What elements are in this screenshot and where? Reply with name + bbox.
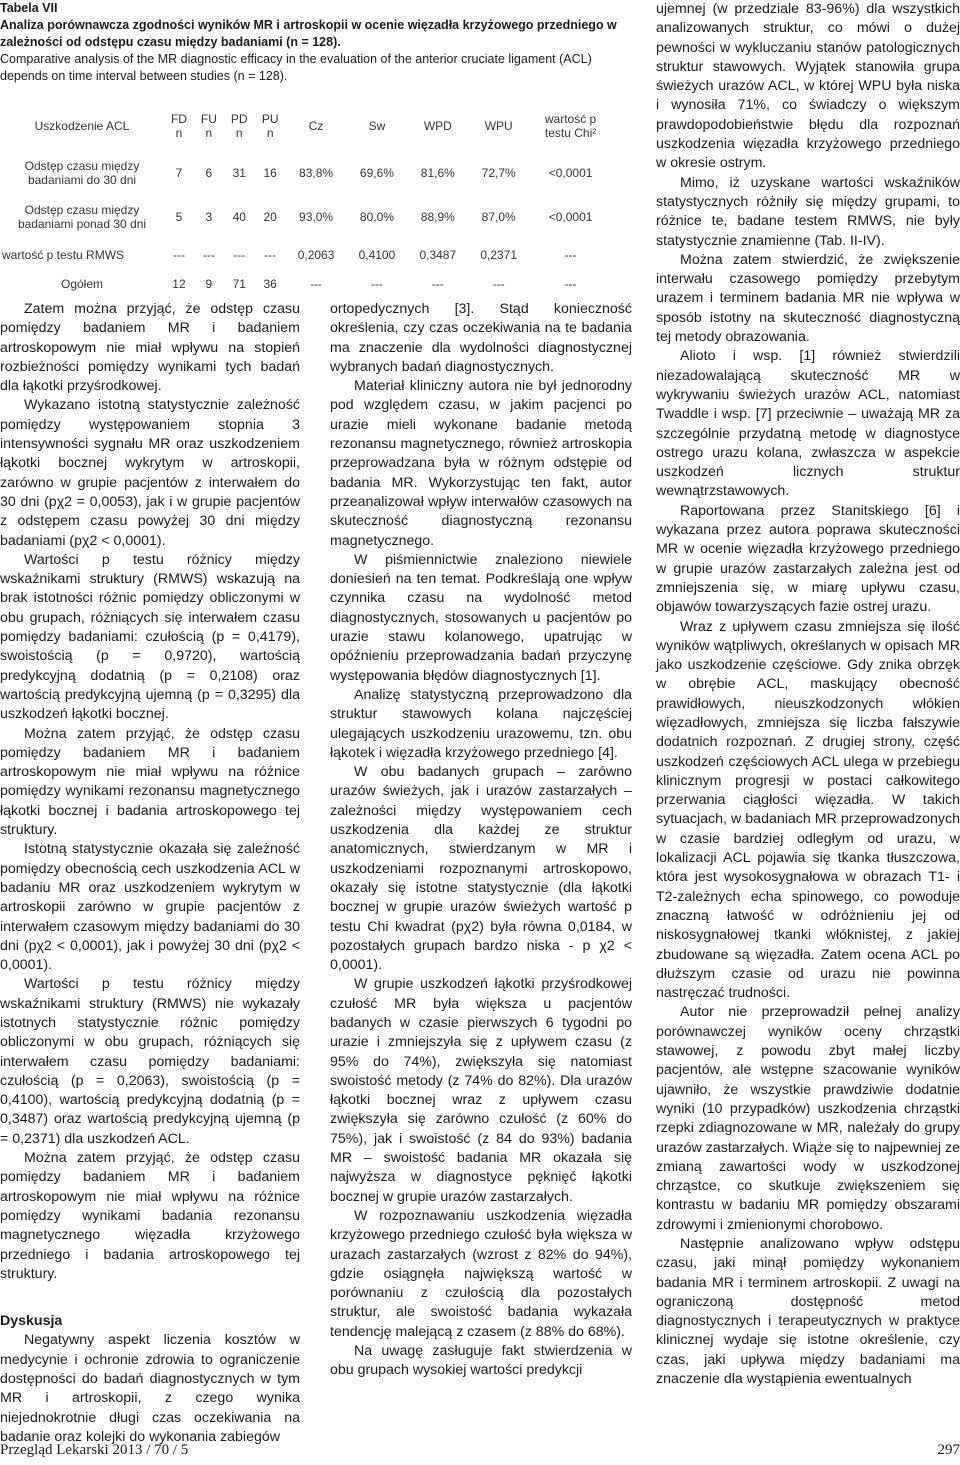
table-header-cell: FU n xyxy=(200,111,217,140)
table-cell: 5 xyxy=(175,210,183,224)
table-header-row xyxy=(0,98,612,153)
table-cell: 71 xyxy=(232,277,246,291)
table-cell: 7 xyxy=(175,166,183,180)
paragraph: Można zatem przyjąć, że odstęp czasu pomiędzy badaniem MR i badaniem artroskopowym nie miał wpływu na różnice pomiędzy wynikami badania rezonansu magnetycznego więzadła krzyżowego przedniego i badania artroskopowego tej struktury. xyxy=(0,1150,300,1282)
table-cell: <0,0001 xyxy=(548,210,593,224)
table-cell: 93,0% xyxy=(299,210,334,224)
table-cell: 16 xyxy=(263,166,277,180)
table-cell: 3 xyxy=(205,210,213,224)
table-cell: --- xyxy=(233,248,246,262)
column-right xyxy=(656,0,960,1389)
paragraph: Raportowana przez Stanitskiego [6] i wykazana przez autora poprawa skuteczności MR w ocenie więzadła krzyżowego przedniego w grupie urazów zastarzałych zależna jest od zmniejszenia się, w miarę upływu czasu, objawów towarzyszących fazie ostrej urazu. xyxy=(656,502,960,616)
paragraph: W obu badanych grupach – zarówno urazów świeżych, jak i urazów zastarzałych – zależności między występowaniem cech uszkodzenia dla każdej ze struktur anatomicznych, stwierdzanym w MR i uszkodzeniami rozpoznanymi artroskopowo, okazały się istotne statystycznie (dla łąkotki bocznej w grupie urazów świeżych wartość p testu Chi kwadrat (pχ2) była równa 0,0184, w pozostałych grupach bardzo niska - p χ2 < 0,0001). xyxy=(330,764,632,974)
table-cell: --- xyxy=(370,277,383,291)
paragraph: Wartości p testu różnicy między wskaźnikami struktury (RMWS) nie wykazały istotnych statystycznie różnic pomiędzy obliczonymi w obu grupach, różniących się interwałem czasu pomiędzy badaniami: czułością (p = 0,2063), swoistością (p = 0,4100), wartością predykcyjną dodatnią (p = 0,3487) oraz wartością predykcyjną ujemną (p = 0,2371) dla uszkodzeń ACL. xyxy=(0,976,300,1147)
paragraph: Wartości p testu różnicy między wskaźnikami struktury (RMWS) wskazują na brak istotności różnic pomiędzy obliczonymi w obu grupach, różniących się interwałem czasu pomiędzy badaniami: czułością (p = 0,4179), swoistością (p = 0,9720), wartością predykcyjną dodatnią (p = 0,2108) oraz wartością predykcyjną ujemną (p = 0,3295) dla uszkodzeń łąkotki bocznej. xyxy=(0,551,300,723)
paragraph: W rozpoznawaniu uszkodzenia więzadła krzyżowego przedniego czułość była większa w urazach zastarzałych (wzrost z 82% do 94%), gdzie osiągnęła największą wartość w porównaniu z czułością dla pozostałych struktur, ale swoistość badania wykazała tendencję malejącą z czasem (z 88% do 68%). xyxy=(330,1207,632,1340)
table-row xyxy=(0,153,612,193)
table-cell: 83,8% xyxy=(299,166,334,180)
table-header-cell: PD n xyxy=(230,111,248,140)
paragraph: Następnie analizowano wpływ odstępu czasu, jaki minął pomiędzy wykonaniem badania MR i terminem artroskopii. Z uwagi na ograniczoną dostępność metod diagnostycznych i terapeutycznych w praktyce klinicznej wydaje się istotne określenie, czy czas, jaki upływa między badaniami ma znaczenie dla wystąpienia ewentualnych xyxy=(656,1236,960,1388)
page-number: 297 xyxy=(937,1442,960,1458)
table-cell: 80,0% xyxy=(359,210,394,224)
table-cell: 40 xyxy=(232,210,246,224)
table-cell: 36 xyxy=(263,277,277,291)
paragraph: Na uwagę zasługuje fakt stwierdzenia w obu grupach wysokiej wartości predykcji xyxy=(330,1343,632,1379)
table-cell: --- xyxy=(172,248,185,262)
paragraph: Zatem można przyjąć, że odstęp czasu pomiędzy badaniem MR i badaniem artroskopowym nie miał wpływu na stopień rozbieżności pomiędzy wynikami tych badań dla łąkotki przyśrodkowej. xyxy=(0,301,300,395)
paragraph: Analizę statystyczną przeprowadzono dla struktur stawowych kolana najczęściej ulegających uszkodzeniu urazowemu, tzn. obu łąkotek i więzadła krzyżowego przedniego [4]. xyxy=(330,686,632,761)
column-middle xyxy=(330,300,632,1381)
table-cell: 0,2063 xyxy=(297,248,335,262)
paragraph: Materiał kliniczny autora nie był jednorodny pod względem czasu, w jakim pacjenci po urazie mieli wykonane badanie metodą rezonansu magnetycznego, również artroskopia przeprowadzana była w różnym odstępie od badania MR. Wykorzystując ten fakt, autor przeanalizował wpływ interwałów czasowych na skuteczność diagnostyczną rezonansu magnetycznego. xyxy=(330,378,632,549)
table-cell: Odstęp czasu między badaniami do 30 dni xyxy=(24,159,140,187)
table-cell: 0,3487 xyxy=(419,248,457,262)
table-header-cell: wartość p testu Chi² xyxy=(544,111,597,140)
table-cell: 12 xyxy=(172,277,186,291)
table-cell: 81,6% xyxy=(420,166,455,180)
table-cell: 20 xyxy=(263,210,277,224)
table-cell: --- xyxy=(431,277,444,291)
table-cell: Ogółem xyxy=(60,277,104,291)
table-header-cell: Cz xyxy=(308,118,324,133)
table-header-cell: Sw xyxy=(368,118,386,133)
table-cell: --- xyxy=(310,277,323,291)
paragraph: Wykazano istotną statystycznie zależność pomiędzy występowaniem stopnia 3 intensywności sygnału MR oraz uszkodzeniem łąkotki bocznej wykrytym w artroskopii, zarówno w grupie pacjentów z interwałem do 30 dni (pχ2 = 0,0053), jak i w grupie pacjentów z odstępem czasu powyżej 30 dni między badaniami (pχ2 < 0,0001). xyxy=(0,397,300,549)
column-left xyxy=(0,300,300,1447)
table-cell: --- xyxy=(492,277,505,291)
table-cell: Odstęp czasu między badaniami ponad 30 dni xyxy=(17,203,147,231)
table-row xyxy=(0,269,612,299)
section-heading: Dyskusja xyxy=(0,1313,63,1330)
table-title-pl: Analiza porównawcza zgodności wyników MR i artroskopii w ocenie więzadła krzyżowego przedniego w zależności od odstępu czasu między badaniami (n = 128). xyxy=(0,18,617,49)
table-cell: wartość p testu RMWS xyxy=(2,248,125,262)
paragraph: Negatywny aspekt liczenia kosztów w medycynie i ochronie zdrowia to ograniczenie dostępności do badań diagnostycznych w tym MR i artroskopii, z czego wynika niejednokrotnie długi czas oczekiwania na badanie oraz kolejki do wykonania zabiegów xyxy=(0,1332,300,1445)
table-cell: 87,0% xyxy=(481,210,516,224)
paragraph: Istotną statystycznie okazała się zależność pomiędzy obecnością cech uszkodzenia ACL w badaniu MR oraz uszkodzeniem wykrytym w artroskopii zarówno w grupie pacjentów z interwałem czasowym między badaniami do 30 dni (pχ2 < 0,0001), jak i powyżej 30 dni (pχ2 < 0,0001). xyxy=(0,841,300,974)
paragraph: W piśmiennictwie znaleziono niewiele doniesień na ten temat. Podkreślają one wpływ czynnika czasu na wydolność metod diagnostycznych, stosowanych u pacjentów po urazie stawu kolanowego, upatrując w opóźnieniu przeprowadzania badań przyczynę występowania błędów diagnostycznych [1]. xyxy=(330,551,632,684)
table-caption xyxy=(0,0,640,85)
paragraph: ortopedycznych [3]. Stąd konieczność określenia, czy czas oczekiwania na te badania ma znaczenie dla wydolności diagnostycznej wybranych badań diagnostycznych. xyxy=(330,301,632,375)
table-cell: 9 xyxy=(205,277,213,291)
table-cell: <0,0001 xyxy=(548,166,593,180)
table-cell: 88,9% xyxy=(420,210,455,224)
table-cell: --- xyxy=(564,277,577,291)
table-header-cell: WPD xyxy=(423,118,452,133)
table-cell: --- xyxy=(202,248,215,262)
table-row xyxy=(0,241,612,269)
table-header-cell: FD n xyxy=(170,111,187,140)
table-cell: 69,6% xyxy=(359,166,394,180)
table-cell: 0,2371 xyxy=(480,248,518,262)
paragraph: Mimo, iż uzyskane wartości wskaźników statystycznych różniły się między grupami, to różnice te, badane testem RMWS, nie były statystycznie znamienne (Tab. II-IV). xyxy=(656,174,960,249)
table-cell: 72,7% xyxy=(481,166,516,180)
paragraph: Można zatem stwierdzić, że zwiększenie interwału czasowego pomiędzy przebytym urazem i terminem badania MR nie wpływa w sposób istotny na skuteczność diagnostyczną tej metody obrazowania. xyxy=(656,251,960,346)
table-header-cell: WPU xyxy=(484,118,513,133)
table-cell: 0,4100 xyxy=(358,248,396,262)
paragraph: ujemnej (w przedziale 83-96%) dla wszystkich analizowanych struktur, co mówi o dużej pewności w wykluczaniu stanów patologicznych struktur stawowych. Wyjątek stanowiła grupa świeżych urazów ACL, w której WPU była niska i wynosiła 71%, co świadczy o większym prawdopodobieństwie błędu dla rozpoznań uszkodzenia więzadła krzyżowego przedniego w okresie ostrym. xyxy=(656,1,960,172)
table-cell: 31 xyxy=(232,166,246,180)
table-cell: 6 xyxy=(205,166,213,180)
table-row xyxy=(0,193,612,241)
table-title-en: Comparative analysis of the MR diagnostic efficacy in the evaluation of the anterior cruciate ligament (ACL) depends on time interval between studies (n = 128). xyxy=(0,52,592,83)
table-vii xyxy=(0,98,612,299)
paragraph: Wraz z upływem czasu zmniejsza się ilość wyników wątpliwych, określanych w opisach MR jako uszkodzenie częściowe. Gdy znika obrzęk w obrębie ACL, maskujący obecność prawidłowych, nieuszkodzonych włókien więzadłowych, zmniejsza się liczba fałszywie dodatnich rozpoznań. Z drugiej strony, część uszkodzeń częściowych ACL ulega w przebiegu klinicznym progresji w postaci całkowitego przerwania ciągłości więzadła. W takich sytuacjach, w badaniach MR przeprowadzonych w czasie bardziej odległym od urazu, w lokalizacji ACL pojawia się tkanka tłuszczowa, która jest wysokosygnałowa w obrazach T1- i T2-zależnych echa spinowego, co powoduje znaczną łatwość w odróżnieniu jej od niskosygnałowej tkanki włóknistej, z jakiej zbudowane są więzadła. Zatem ocena ACL po dłuższym czasie od urazu nie powinna nastręczać trudności. xyxy=(656,618,960,1002)
table-cell: --- xyxy=(264,248,277,262)
table-label: Tabela VII xyxy=(0,1,58,15)
table-header-cell: Uszkodzenie ACL xyxy=(34,118,130,133)
paragraph: Można zatem przyjąć, że odstęp czasu pomiędzy badaniem MR i badaniem artroskopowym nie miał wpływu na różnice pomiędzy wynikami rezonansu magnetycznego łąkotki bocznej i badania artroskopowego tej struktury. xyxy=(0,725,300,839)
page-footer xyxy=(0,1442,960,1462)
paragraph: W grupie uszkodzeń łąkotki przyśrodkowej czułość MR była większa u pacjentów badanych w czasie pierwszych 6 tygodni po urazie i zmniejszyła się z upływem czasu (z 95% do 74%), zwiększyła się natomiast swoistość metody (z 74% do 82%). Dla urazów łąkotki bocznej wraz z upływem czasu zwiększyła się zarówno czułość (z 60% do 75%), jak i swoistość (z 84 do 93%) badania MR – swoistość badania MR okazała się najwyższa w diagnostyce pęknięć łąkotki bocznej w grupie urazów zastarzałych. xyxy=(330,976,632,1205)
table-header-cell: PU n xyxy=(261,111,279,140)
table-cell: --- xyxy=(564,248,577,262)
journal-name: Przegląd Lekarski 2013 / 70 / 5 xyxy=(0,1442,189,1458)
paragraph: Alioto i wsp. [1] również stwierdzili niezadowalającą skuteczność MR w wykrywaniu świeżych urazów ACL, natomiast Twaddle i wsp. [7] przeciwnie – uważają MR za szczególnie przydatną metodę w diagnostyce ostrego urazu kolana, zwłaszcza w aspekcie uszkodzeń licznych struktur wewnątrzstawowych. xyxy=(656,348,960,500)
paragraph: Autor nie przeprowadził pełnej analizy porównawczej wyników oceny chrząstki stawowej, z powodu zbyt małej liczby pacjentów, ale wstępne szacowanie wyników ujawniło, że wszystkie prawdziwie dodatnie wyniki (10 przypadków) uszkodzenia chrząstki rzepki zdiagnozowane w MR, należały do grupy urazów zastarzałych. Wiąże się to najpewniej ze zmianą zawartości wody w uszkodzonej chrząstce, co skutkuje zwiększeniem się kontrastu w badaniu MR pomiędzy obszarami zdrowymi i zmienionymi chorobowo. xyxy=(656,1004,960,1233)
